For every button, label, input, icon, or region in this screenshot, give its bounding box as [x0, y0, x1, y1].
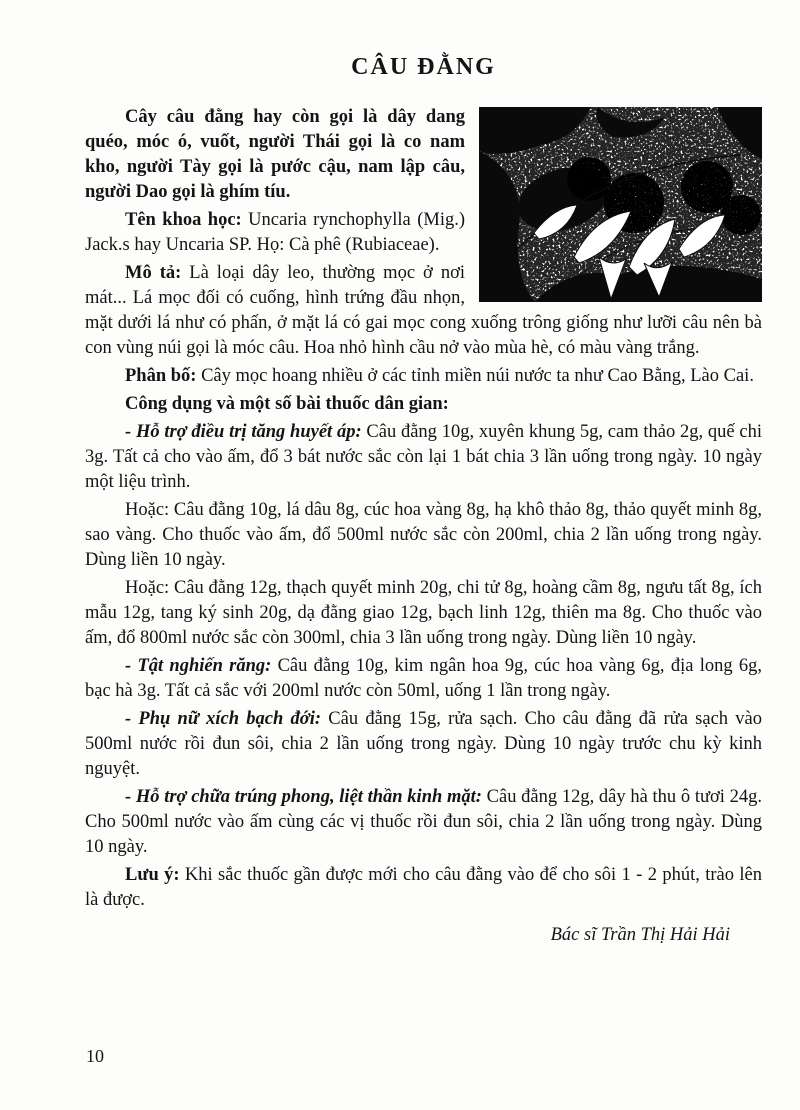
text-run: Câu đằng 15g, rửa sạch. Cho câu đằng đã rửa sạch vào 500ml nước rồi đun sôi, chia 2 lần uống trong ngày. Dùng 10 ngày trước chu kỳ kinh nguyệt. — [85, 709, 767, 779]
text-run: - Phụ nữ xích bạch đới: — [125, 709, 329, 729]
page-title: CÂU ĐẰNG — [351, 54, 496, 80]
text-run: Công dụng và một số bài thuốc dân gian: — [125, 394, 449, 414]
remedy-teeth-grinding — [85, 654, 767, 704]
remedy-facial-paralysis — [85, 785, 767, 860]
text-run: Cây câu đằng hay còn gọi là dây dang quéo, móc ó, vuốt, người Thái gọi là co nam kho, người Tày gọi là pước cậu, nam lập câu, người Dao gọi là ghím tíu. — [85, 107, 470, 202]
text-run: Uncaria rynchophylla (Mig.) Jack.s hay Uncaria SP. Họ: Cà phê (Rubiaceae). — [85, 210, 470, 255]
note-paragraph — [85, 863, 767, 913]
plant-photo — [479, 107, 762, 302]
author-signature: Bác sĩ Trần Thị Hải Hải — [550, 925, 730, 945]
text-run: Phân bố: — [125, 366, 202, 386]
remedy-hypertension-alt-2 — [85, 576, 767, 651]
text-run: - Tật nghiến răng: — [125, 656, 278, 676]
text-run: Là loại dây leo, thường mọc ở nơi mát... Lá mọc đối có cuống, hình trứng đầu nhọn, mặt dưới lá như có phấn, ở mặt lá có gai mọc cong xuống trông giống như lưỡi câu nên bà con vùng núi gọi là móc câu. Hoa nhỏ hình cầu nở vào mùa hè, có màu vàng trắng. — [85, 263, 767, 358]
uses-heading — [85, 392, 762, 417]
text-run: Khi sắc thuốc gần được mới cho câu đằng vào để cho sôi 1 - 2 phút, trào lên là được. — [85, 865, 767, 910]
text-run: - Hỗ trợ chữa trúng phong, liệt thần kinh mặt: — [125, 787, 487, 807]
text-run: Hoặc: Câu đằng 10g, lá dâu 8g, cúc hoa vàng 8g, hạ khô thảo 8g, thảo quyết minh 8g, sao vàng. Cho thuốc vào ấm, đổ 500ml nước sắc còn 200ml, chia 2 lần uống trong ngày. Dùng liền 10 ngày. — [85, 500, 767, 570]
remedy-leukorrhea — [85, 707, 767, 782]
text-run: Lưu ý: — [125, 865, 185, 885]
text-run: Tên khoa học: — [125, 210, 249, 230]
remedy-hypertension — [85, 420, 767, 495]
text-run: Mô tả: — [125, 263, 190, 283]
text-run: - Hỗ trợ điều trị tăng huyết áp: — [125, 422, 367, 442]
remedy-hypertension-alt-1 — [85, 498, 767, 573]
plant-photo-image — [479, 107, 762, 302]
text-run: Cây mọc hoang nhiều ở các tỉnh miền núi nước ta như Cao Bằng, Lào Cai. — [201, 366, 754, 386]
text-run: Câu đằng 10g, kim ngân hoa 9g, cúc hoa vàng 6g, địa long 6g, bạc hà 3g. Tất cả sắc với 200ml nước còn 50ml, uống 1 lần trong ngày. — [85, 656, 767, 701]
page-number: 10 — [86, 1046, 104, 1066]
text-run: Câu đằng 12g, dây hà thu ô tươi 24g. Cho 500ml nước vào ấm cùng các vị thuốc rồi đun sôi, chia 2 lần uống trong ngày. Dùng 10 ngày. — [85, 787, 767, 857]
text-run: Câu đằng 10g, xuyên khung 5g, cam thảo 2g, quế chi 3g. Tất cả cho vào ấm, đổ 3 bát nước sắc còn lại 1 bát chia 3 lần uống trong ngày. 10 ngày một liệu trình. — [85, 422, 767, 492]
distribution-paragraph — [85, 364, 762, 389]
text-run: Hoặc: Câu đằng 12g, thạch quyết minh 20g, chi tử 8g, hoàng cầm 8g, ngưu tất 8g, ích mẫu 12g, tang ký sinh 20g, dạ đằng giao 12g, bạch linh 12g, thiên ma 8g. Cho thuốc vào ấm, đổ 800ml nước sắc còn 300ml, chia 3 lần uống trong ngày. Dùng liền 10 ngày. — [85, 578, 767, 648]
page-body — [85, 105, 767, 913]
